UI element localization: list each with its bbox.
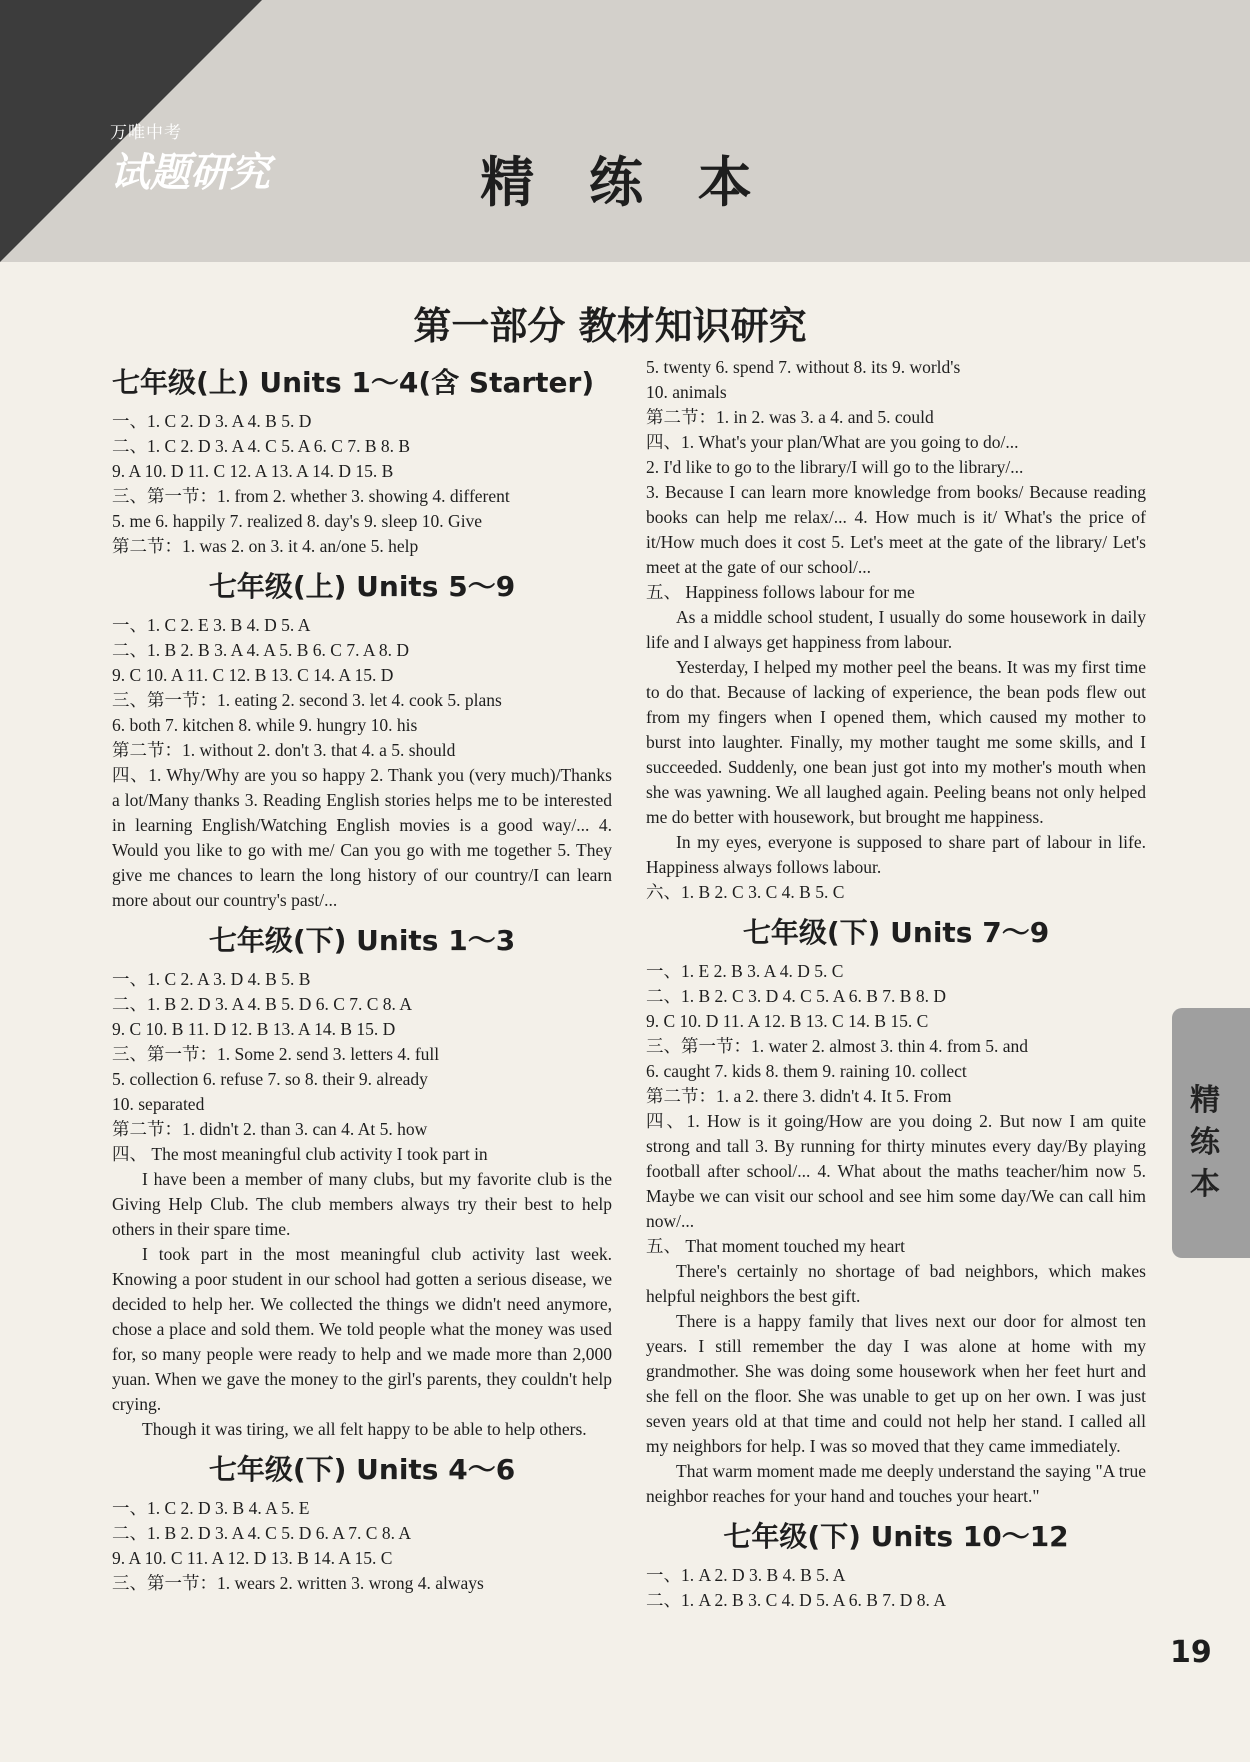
unit-title: 七年级(下) Units 10～12 <box>723 1520 1069 1553</box>
answer-line: 6. caught 7. kids 8. them 9. raining 10. collect <box>646 1061 967 1081</box>
answer-line: 一、1. A 2. D 3. B 4. B 5. A <box>646 1565 846 1585</box>
answer-paragraph: 四、1. Why/Why are you so happy 2. Thank you (very much)/Thanks a lot/Many thanks 3. Reading English stories helps me to be interested in learning English/Watching English movies is a good way/... 4. Would you like to go with me/ Can you go with me together 5. They give me chances to learn the long history of our country/I can learn more about our country's past/... <box>112 765 612 910</box>
page-title: 精 练 本 <box>480 151 770 214</box>
essay-title: 五、 That moment touched my heart <box>646 1236 906 1256</box>
answer-line: 9. A 10. C 11. A 12. D 13. B 14. A 15. C <box>112 1548 393 1568</box>
answer-line: 6. both 7. kitchen 8. while 9. hungry 10. his <box>112 715 418 735</box>
answer-line: 二、1. B 2. D 3. A 4. B 5. D 6. C 7. C 8. A <box>112 994 412 1014</box>
unit-title: 七年级(下) Units 1～3 <box>208 924 516 957</box>
unit-title: 七年级(下) Units 4～6 <box>208 1453 516 1486</box>
answer-line: 一、1. C 2. D 3. B 4. A 5. E <box>112 1498 310 1518</box>
essay-paragraph: In my eyes, everyone is supposed to share part of labour in life. Happiness always follows labour. <box>646 832 1146 877</box>
essay-paragraph: There is a happy family that lives next our door for almost ten years. I still remember the day I was alone at home with my grandmother. She was doing some housework when her feet hurt and she fell on the floor. She was unable to get up on her own. I was just seven years old at that time and could not help her stand. I called all my neighbors for help. I was so moved that they came immediately. <box>646 1311 1146 1456</box>
answer-block <box>646 1563 1146 1613</box>
answer-block <box>646 959 1146 1109</box>
answer-line: 四、1. What's your plan/What are you going to do/... <box>646 432 1019 452</box>
answer-block <box>112 409 612 559</box>
answer-line: 六、1. B 2. C 3. C 4. B 5. C <box>646 882 845 902</box>
part-title: 第一部分 教材知识研究 <box>413 304 807 348</box>
answer-line: 9. C 10. B 11. D 12. B 13. A 14. B 15. D <box>112 1019 396 1039</box>
essay-paragraph: That warm moment made me deeply understand the saying "A true neighbor reaches for your hand and touches your heart." <box>646 1461 1146 1506</box>
essay-paragraph: Yesterday, I helped my mother peel the beans. It was my first time to do that. Because of lacking of experience, the bean pods flew out from my fingers when I opened them, which caused my mother to burst into laughter. Finally, my mother taught me some skills, and I succeeded. Suddenly, one bean just got into my mother's mouth when she was yawning. We all laughed again. Peeling beans not only helped me do better with housework, but brought me happiness. <box>646 657 1146 827</box>
answer-line: 三、第一节：1. Some 2. send 3. letters 4. full <box>112 1044 440 1064</box>
answer-line: 三、第一节：1. eating 2. second 3. let 4. cook 5. plans <box>112 690 502 710</box>
answer-paragraph: 四、1. How is it going/How are you doing 2. But now I am quite strong and tall 3. By running for thirty minutes every day/By playing football after school/... 4. What about the maths teacher/him now 5. Maybe we can visit our school and see him some day/We can call him now/... <box>646 1111 1146 1231</box>
answer-block <box>112 1496 612 1596</box>
essay-paragraph: As a middle school student, I usually do some housework in daily life and I always get happiness from labour. <box>646 607 1146 652</box>
answer-line: 5. collection 6. refuse 7. so 8. their 9. already <box>112 1069 428 1089</box>
unit-title: 七年级(下) Units 7～9 <box>742 916 1050 949</box>
answer-line: 一、1. E 2. B 3. A 4. D 5. C <box>646 961 844 981</box>
answer-line: 二、1. C 2. D 3. A 4. C 5. A 6. C 7. B 8. B <box>112 436 411 456</box>
answer-line: 一、1. C 2. D 3. A 4. B 5. D <box>112 411 312 431</box>
answer-line: 9. C 10. D 11. A 12. B 13. C 14. B 15. C <box>646 1011 929 1031</box>
answer-block <box>112 967 612 1142</box>
answer-line: 三、第一节：1. water 2. almost 3. thin 4. from 5. and <box>646 1036 1029 1056</box>
left-column <box>112 355 612 1596</box>
essay-paragraph: I have been a member of many clubs, but my favorite club is the Giving Help Club. The club members always try their best to help others in their spare time. <box>112 1169 612 1239</box>
page-number: 19 <box>1170 1635 1212 1670</box>
brand-small: 万唯中考 <box>110 123 182 143</box>
answer-line: 三、第一节：1. wears 2. written 3. wrong 4. always <box>112 1573 484 1593</box>
answer-line: 9. C 10. A 11. C 12. B 13. C 14. A 15. D <box>112 665 394 685</box>
answer-line: 二、1. A 2. B 3. C 4. D 5. A 6. B 7. D 8. A <box>646 1590 946 1610</box>
unit-title: 七年级(上) Units 1～4(含 Starter) <box>112 366 595 399</box>
answer-line: 9. A 10. D 11. C 12. A 13. A 14. D 15. B <box>112 461 394 481</box>
answer-line: 三、第一节：1. from 2. whether 3. showing 4. different <box>112 486 510 506</box>
unit-title: 七年级(上) Units 5～9 <box>208 570 516 603</box>
essay-paragraph: There's certainly no shortage of bad neighbors, which makes helpful neighbors the best gift. <box>646 1261 1146 1306</box>
answer-line: 一、1. C 2. E 3. B 4. D 5. A <box>112 615 311 635</box>
essay-paragraph: Though it was tiring, we all felt happy to be able to help others. <box>142 1419 587 1439</box>
answer-line: 一、1. C 2. A 3. D 4. B 5. B <box>112 969 311 989</box>
answer-line: 第二节：1. didn't 2. than 3. can 4. At 5. how <box>112 1119 428 1139</box>
essay-title: 四、 The most meaningful club activity I took part in <box>112 1144 488 1164</box>
answer-line: 二、1. B 2. C 3. D 4. C 5. A 6. B 7. B 8. D <box>646 986 946 1006</box>
answer-line: 5. me 6. happily 7. realized 8. day's 9. sleep 10. Give <box>112 511 483 531</box>
answer-block <box>646 355 1146 480</box>
answer-line: 5. twenty 6. spend 7. without 8. its 9. world's <box>646 357 961 377</box>
essay-paragraph: I took part in the most meaningful club activity last week. Knowing a poor student in our school had gotten a serious disease, we decided to help her. We collected the things we didn't need anymore, chose a place and sold them. We told people what the money was used for, so many people were ready to help and we made more than 2,000 yuan. When we gave the money to the girl's parents, they couldn't help crying. <box>112 1244 612 1414</box>
answer-block <box>112 613 612 763</box>
answer-line: 第二节：1. a 2. there 3. didn't 4. It 5. From <box>646 1086 952 1106</box>
right-column <box>646 355 1146 1613</box>
answer-paragraph: 3. Because I can learn more knowledge from books/ Because reading books can help me relax/... 4. How much is it/ What's the price of it/How much does it cost 5. Let's meet at the gate of the library/ Let's meet at the gate of our school/... <box>646 482 1146 577</box>
side-tab-label: 精练本 <box>1190 1083 1220 1202</box>
brand-big: 试题研究 <box>110 150 270 196</box>
answer-line: 第二节：1. was 2. on 3. it 4. an/one 5. help <box>112 536 419 556</box>
answer-line: 二、1. B 2. B 3. A 4. A 5. B 6. C 7. A 8. D <box>112 640 410 660</box>
answer-line: 10. animals <box>646 382 727 402</box>
answer-line: 第二节：1. without 2. don't 3. that 4. a 5. should <box>112 740 456 760</box>
answer-line: 第二节：1. in 2. was 3. a 4. and 5. could <box>646 407 934 427</box>
essay-title: 五、 Happiness follows labour for me <box>646 582 915 602</box>
answer-line: 10. separated <box>112 1094 205 1114</box>
answer-line: 二、1. B 2. D 3. A 4. C 5. D 6. A 7. C 8. A <box>112 1523 412 1543</box>
answer-line: 2. I'd like to go to the library/I will go to the library/... <box>646 457 1024 477</box>
